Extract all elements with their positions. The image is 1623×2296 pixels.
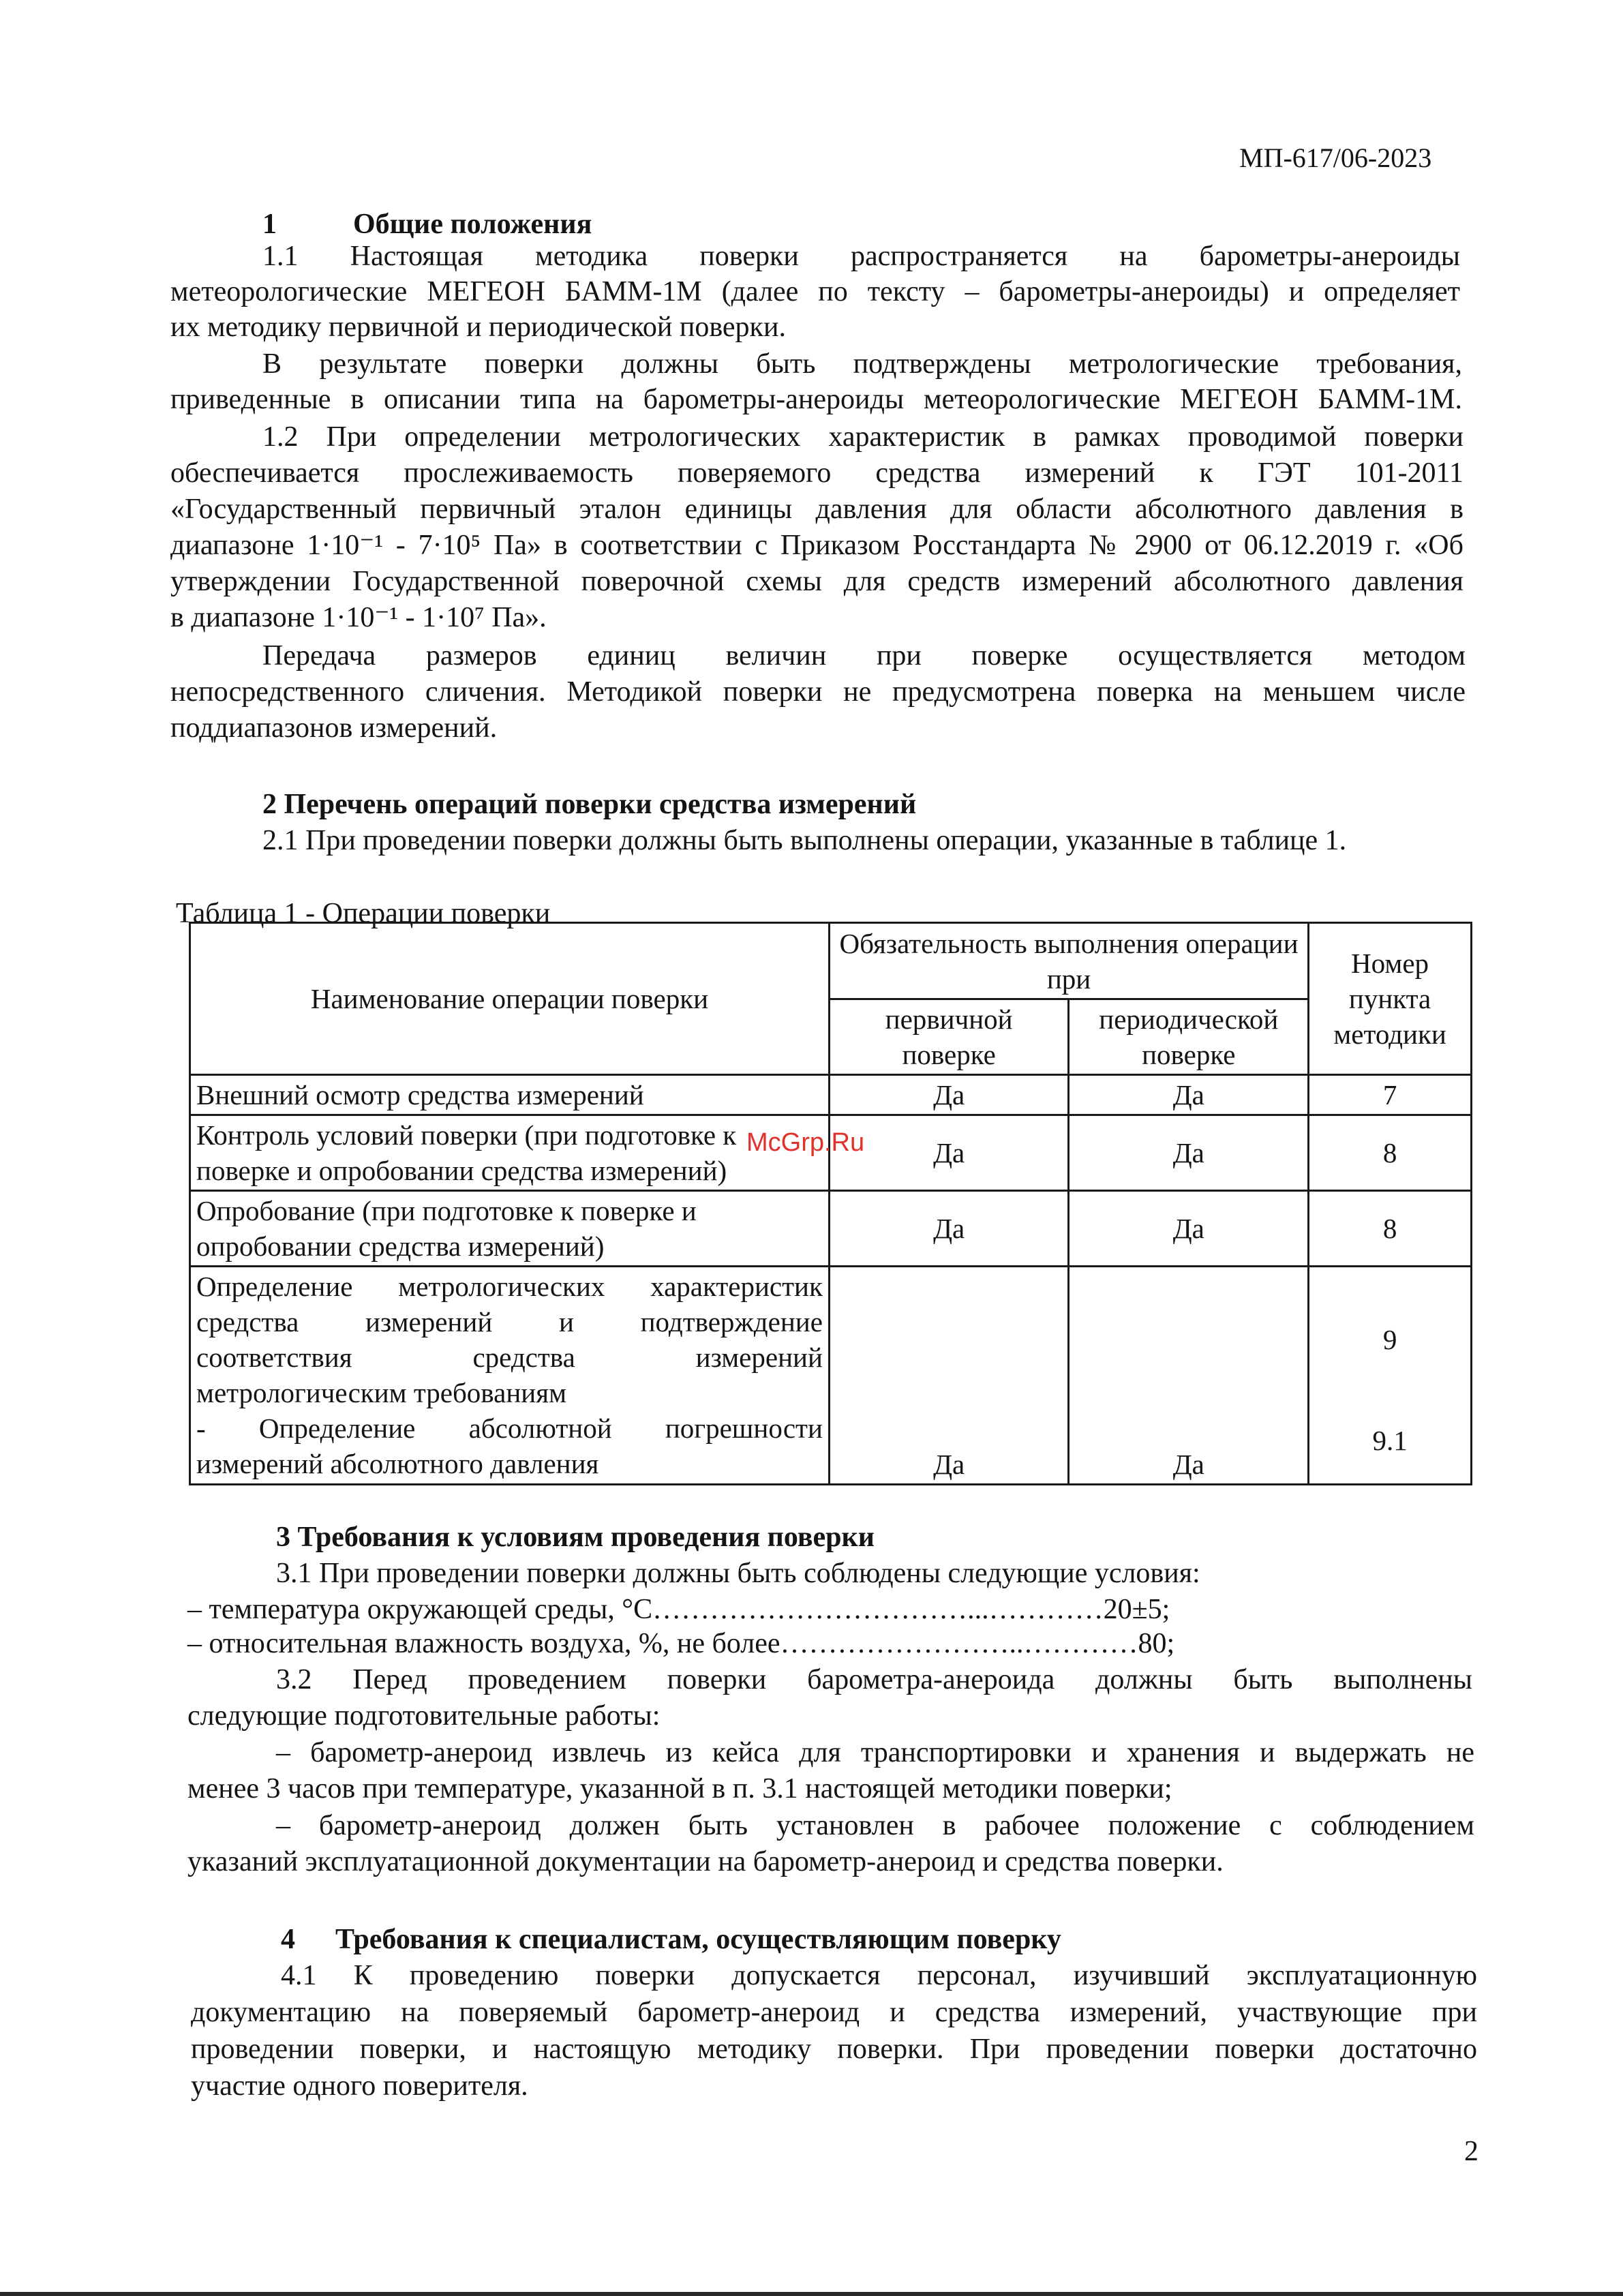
table-row [190,1075,1472,1115]
text-line: соответствия средства измерений [196,1342,823,1373]
table-row [190,1267,1472,1485]
text-line: 4.1 К проведению поверки допускается персонал, изучивший эксплуатационную [281,1960,1477,1991]
operation-name: Контроль условий поверки (при подготовке к поверке и опробовании средства измерений) [190,1115,830,1191]
periodic-value: Да [1069,1075,1309,1115]
text-line: 2.1 При проведении поверки должны быть выполнены операции, указанные в таблице 1. [262,825,1347,856]
header-obligation: Обязательность выполнения операции при [829,923,1308,999]
document-code: МП-617/06-2023 [1239,142,1432,173]
primary-value: Да [829,1191,1069,1267]
text-line: – барометр-анероид должен быть установлен в рабочее положение с соблюдением [276,1810,1474,1841]
section-3-title: 3 Требования к условиям проведения поверки [276,1522,875,1553]
primary-value: Да [829,1075,1069,1115]
table-caption: Таблица 1 - Операции поверки [176,898,551,929]
text-line: поддиапазонов измерений. [170,712,498,744]
text-line: непосредственного сличения. Методикой поверки не предусмотрена поверка на меньшем числе [170,676,1466,708]
primary-value: Да [829,1115,1069,1191]
primary-value: Да [829,1267,1069,1485]
text-line: 1.2 При определении метрологических характеристик в рамках проводимой поверки [262,421,1463,453]
header-primary: первичной поверке [829,999,1069,1075]
header-operation: Наименование операции поверки [190,923,830,1075]
header-periodic: периодической поверке [1069,999,1309,1075]
header-clause: Номер пункта методики [1309,923,1472,1075]
text-line: утверждении Государственной поверочной схемы для средств измерений абсолютного давления [170,566,1463,597]
clause-value [1309,1267,1472,1485]
text-line: проведении поверки, и настоящую методику поверки. При проведении поверки достаточно [191,2034,1477,2065]
periodic-value: Да [1069,1267,1309,1485]
text-line: 3.1 При проведении поверки должны быть соблюдены следующие условия: [276,1558,1200,1589]
text-line: «Государственный первичный эталон единицы давления для области абсолютного давления в [170,494,1463,525]
text-line: средства измерений и подтверждение [196,1306,823,1338]
text-line: – относительная влажность воздуха, %, не более……………………..…………80; [187,1628,1175,1659]
clause-main: 9 [1382,1324,1397,1355]
clause-value: 7 [1309,1075,1472,1115]
text-line: Передача размеров единиц величин при поверке осуществляется методом [262,640,1466,671]
clause-value: 8 [1309,1115,1472,1191]
text-line: следующие подготовительные работы: [187,1700,661,1732]
section-1-title: Общие положения [353,209,592,240]
periodic-value: Да [1069,1115,1309,1191]
section-1-number: 1 [262,209,277,240]
text-line: измерений абсолютного давления [196,1448,599,1479]
operations-table [189,922,1472,1485]
text-line: диапазоне 1·10⁻¹ - 7·10⁵ Па» в соответствии с Приказом Росстандарта № 2900 от 06.12.2019 г. «Об [170,530,1463,561]
periodic-value: Да [1069,1191,1309,1267]
operation-name: Опробование (при подготовке к поверке и опробовании средства измерений) [190,1191,830,1267]
operation-name: Внешний осмотр средства измерений [190,1075,830,1115]
section-4-number: 4 [281,1924,295,1955]
text-line: метеорологические МЕГЕОН БАММ-1М (далее по тексту – барометры-анероиды) и определяет [170,276,1460,307]
section-4-title: Требования к специалистам, осуществляющим поверку [335,1924,1061,1955]
text-line: их методику первичной и периодической поверки. [170,312,786,343]
table-row [190,1191,1472,1267]
text-line: – барометр-анероид извлечь из кейса для транспортировки и хранения и выдержать не [276,1737,1474,1768]
page-number: 2 [1464,2136,1478,2167]
scan-edge [0,2292,1623,2296]
clause-value: 8 [1309,1191,1472,1267]
operation-name [190,1267,830,1485]
clause-sub: 9.1 [1372,1425,1408,1456]
text-line: менее 3 часов при температуре, указанной в п. 3.1 настоящей методики поверки; [187,1773,1172,1804]
text-line: обеспечивается прослеживаемость поверяемого средства измерений к ГЭТ 101-2011 [170,457,1463,489]
text-line: Определение метрологических характеристик [196,1271,823,1302]
text-line: - Определение абсолютной погрешности [196,1413,823,1444]
text-line: – температура окружающей среды, °С……………………………...…………20±5; [187,1594,1170,1625]
text-line: участие одного поверителя. [191,2070,528,2102]
text-line: 3.2 Перед проведением поверки барометра-анероида должны быть выполнены [276,1664,1472,1695]
section-2-title: 2 Перечень операций поверки средства измерений [262,789,917,820]
text-line: В результате поверки должны быть подтверждены метрологические требования, [262,348,1462,380]
text-line: документацию на поверяемый барометр-анероид и средства измерений, участвующие при [191,1997,1477,2028]
text-line: приведенные в описании типа на барометры-анероиды метеорологические МЕГЕОН БАММ-1М. [170,384,1462,415]
watermark: McGrp.Ru [746,1128,865,1157]
text-line: 1.1 Настоящая методика поверки распространяется на барометры-анероиды [262,241,1460,272]
text-line: указаний эксплуатационной документации на барометр-анероид и средства поверки. [187,1846,1224,1877]
text-line: метрологическим требованиям [196,1377,567,1408]
text-line: в диапазоне 1·10⁻¹ - 1·10⁷ Па». [170,602,547,633]
